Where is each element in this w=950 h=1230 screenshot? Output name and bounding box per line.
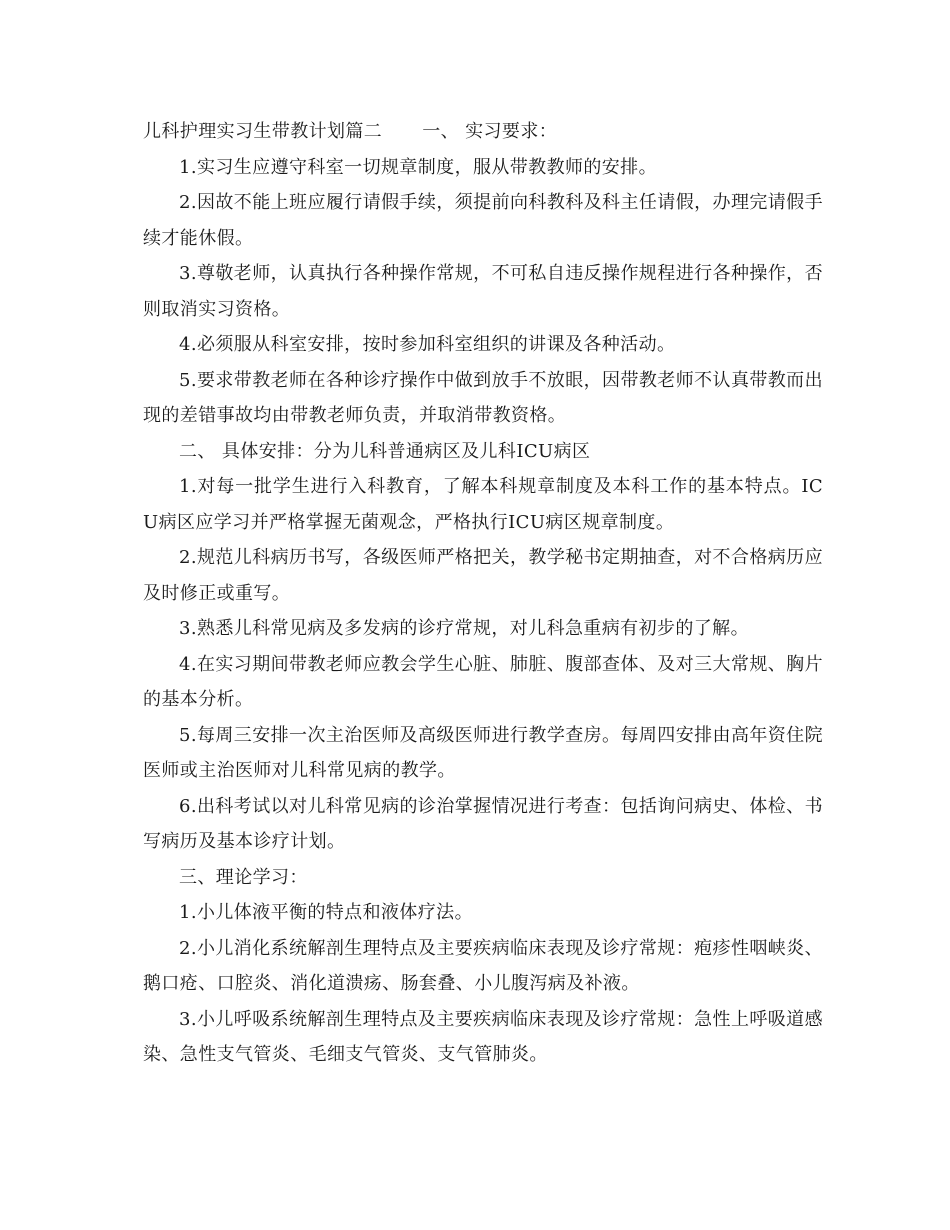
section-heading-theory: 三、理论学习： [179, 866, 308, 888]
paragraph: 5.每周三安排一次主治医师及高级医师进行教学查房。每周四安排由高年资住院医师或主治医师对儿科常见病的教学。 [143, 724, 823, 781]
paragraph: 1.实习生应遵守科室一切规章制度，服从带教教师的安排。 [179, 156, 657, 178]
document-title: 儿科护理实习生带教计划篇二 [143, 121, 383, 142]
document-body [143, 114, 823, 1073]
paragraph: 3.熟悉儿科常见病及多发病的诊疗常规，对儿科急重病有初步的了解。 [179, 618, 749, 639]
paragraph: 5.要求带教老师在各种诊疗操作中做到放手不放眼，因带教老师不认真带教而出现的差错事故均由带教老师负责，并取消带教资格。 [143, 369, 823, 426]
paragraph: 6.出科考试以对儿科常见病的诊治掌握情况进行考查：包括询问病史、体检、书写病历及基本诊疗计划。 [143, 795, 823, 852]
paragraph: 2.小儿消化系统解剖生理特点及主要疾病临床表现及诊疗常规：疱疹性咽峡炎、鹅口疮、口腔炎、消化道溃疡、肠套叠、小儿腹泻病及补液。 [143, 937, 823, 994]
paragraph: 3.尊敬老师，认真执行各种操作常规，不可私自违反操作规程进行各种操作，否则取消实习资格。 [143, 263, 823, 320]
paragraph: 2.因故不能上班应履行请假手续，须提前向科教科及科主任请假，办理完请假手续才能休假。 [143, 192, 823, 249]
paragraph: 4.在实习期间带教老师应教会学生心脏、肺脏、腹部查体、及对三大常规、胸片的基本分析。 [143, 653, 823, 710]
section-heading-requirements: 一、 实习要求： [422, 121, 558, 142]
paragraph: 1.小儿体液平衡的特点和液体疗法。 [179, 902, 473, 923]
section-heading-arrangement: 二、 具体安排：分为儿科普通病区及儿科ICU病区 [179, 440, 591, 462]
paragraph: 1.对每一批学生进行入科教育，了解本科规章制度及本科工作的基本特点。ICU病区应学习并严格掌握无菌观念，严格执行ICU病区规章制度。 [143, 476, 823, 533]
paragraph: 3.小儿呼吸系统解剖生理特点及主要疾病临床表现及诊疗常规：急性上呼吸道感染、急性支气管炎、毛细支气管炎、支气管肺炎。 [143, 1008, 823, 1065]
title-line [143, 114, 823, 150]
paragraph: 4.必须服从科室安排，按时参加科室组织的讲课及各种活动。 [179, 334, 676, 355]
paragraph: 2.规范儿科病历书写，各级医师严格把关，教学秘书定期抽查，对不合格病历应及时修正或重写。 [143, 547, 823, 604]
